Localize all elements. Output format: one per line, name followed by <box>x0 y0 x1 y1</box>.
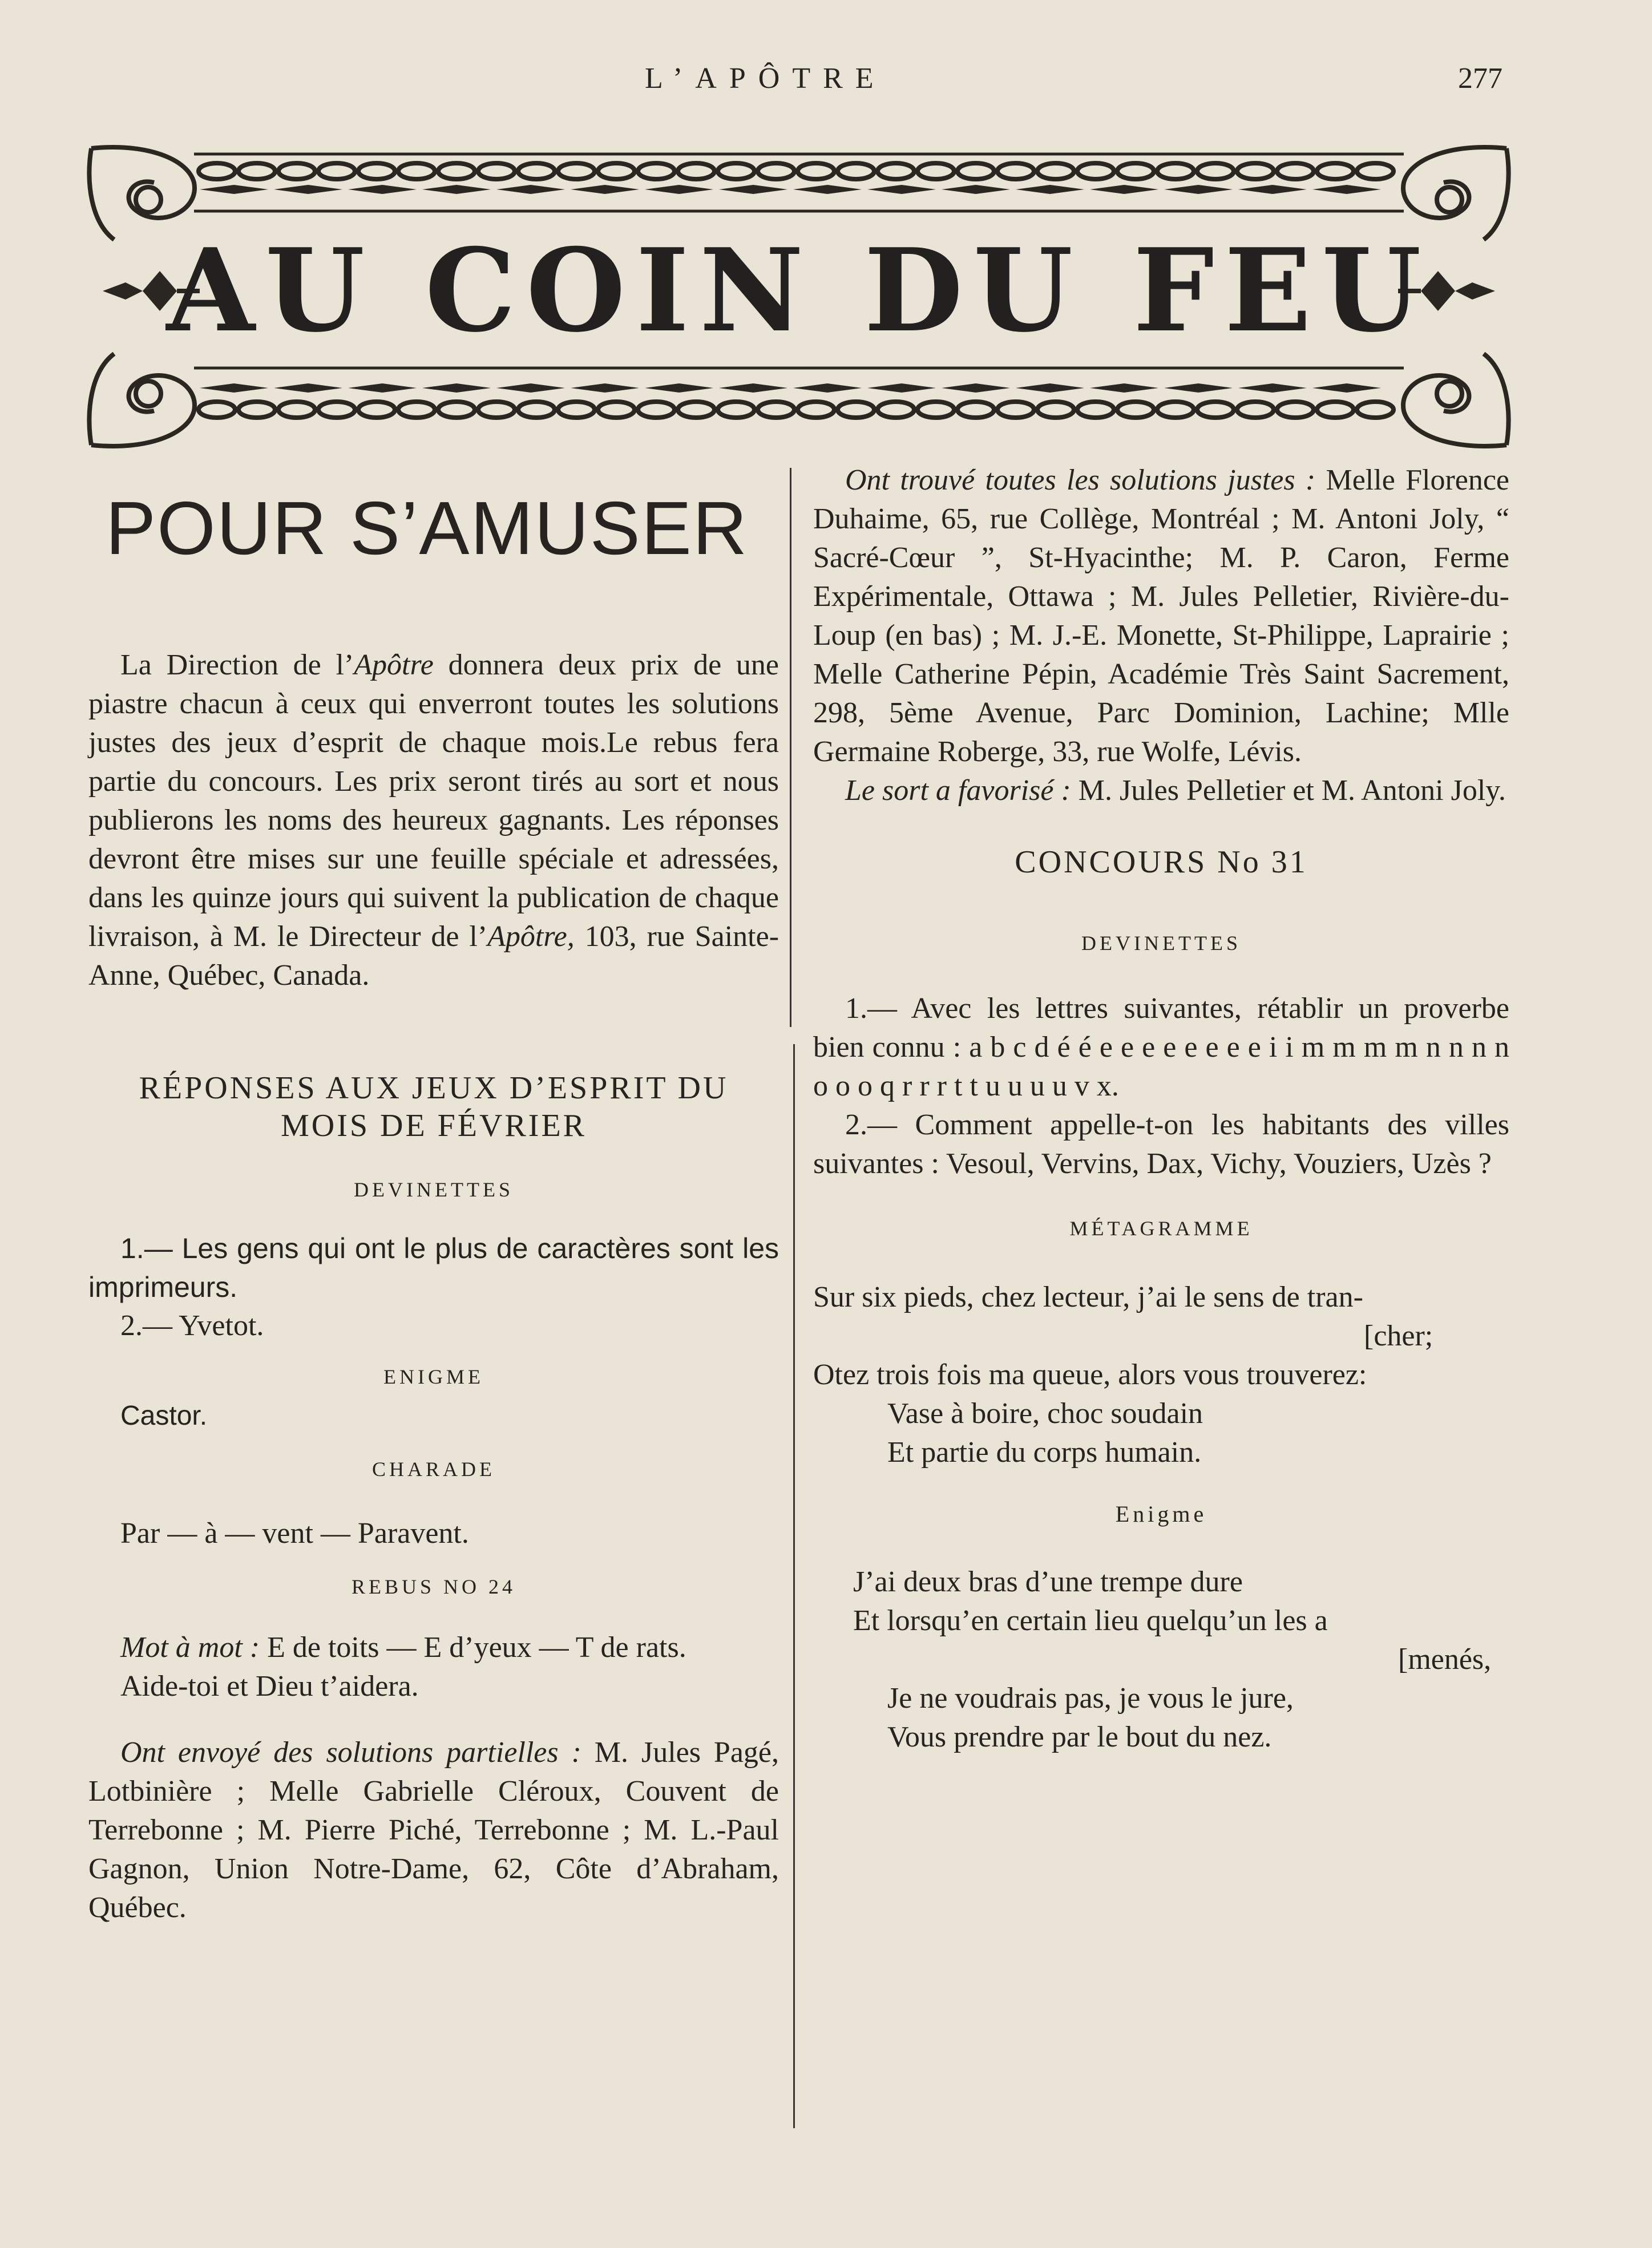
answers-heading-line1: RÉPONSES AUX JEUX D’ESPRIT DU <box>139 1070 729 1106</box>
correct-solutions <box>813 461 1509 771</box>
column-rule-upper <box>790 468 791 1027</box>
partial-names: M. Jules Pagé, Lotbinière ; Melle Gabrielle Cléroux, Couvent de Terrebonne ; M. Pierre Piché, Terrebonne ; M. L.-Paul Gagnon, Union Notre-Dame, 62, Côte d’Abraham, Québec. <box>88 1736 779 1924</box>
enigme-label: ENIGME <box>383 1365 484 1388</box>
section-title: POUR S’AMUSER <box>106 486 749 570</box>
intro-text-a: La Direction de l’ <box>120 649 354 681</box>
rebus-mot-a-mot <box>88 1628 779 1667</box>
rebus-label: REBUS NO 24 <box>351 1575 516 1598</box>
enig-line-4: Vous prendre par le bout du nez. <box>887 1721 1272 1753</box>
enig-line-2: Et lorsqu’en certain lieu quelqu’un les a <box>853 1604 1328 1637</box>
correct-label: Ont trouvé toutes les solutions justes : <box>845 464 1316 496</box>
intro-text-c: 103, rue Sainte-Anne, Québec, Canada. <box>88 920 779 992</box>
question-devinette-2: 2.— Comment appelle-t-on les habitants des villes suivantes : Vesoul, Vervins, Dax, Vichy, Vouziers, Uzès ? <box>813 1109 1509 1180</box>
page-number: 277 <box>1458 62 1502 95</box>
intro-italic-b: Apôtre, <box>487 920 575 953</box>
running-head <box>0 62 1652 107</box>
banner-title: AU COIN DU FEU <box>166 224 1432 358</box>
devinettes-label-right: DEVINETTES <box>1081 932 1241 955</box>
rebus-mot-label: Mot à mot : <box>120 1631 260 1664</box>
metagramme-verse <box>813 1278 1509 1472</box>
meta-line-2: Otez trois fois ma queue, alors vous trouverez: <box>813 1358 1367 1391</box>
left-column <box>88 486 779 1927</box>
metagramme-label: MÉTAGRAMME <box>1069 1217 1253 1240</box>
meta-line-3: Vase à boire, choc soudain <box>887 1397 1203 1430</box>
enig-line-1: J’ai deux bras d’une trempe dure <box>853 1566 1243 1598</box>
devinettes-label: DEVINETTES <box>354 1178 514 1201</box>
banner <box>80 137 1518 456</box>
concours-heading: CONCOURS No 31 <box>1015 844 1308 880</box>
running-title: L’APÔTRE <box>645 62 886 95</box>
enig-line-2b: [menés, <box>1398 1643 1492 1676</box>
right-column <box>813 461 1509 1757</box>
meta-line-1b: [cher; <box>1364 1320 1433 1352</box>
column-rule-lower <box>793 1044 795 2128</box>
enigme-verse <box>813 1563 1509 1757</box>
partial-label: Ont envoyé des solutions partielles : <box>120 1736 581 1769</box>
charade-answer: Par — à — vent — Paravent. <box>120 1517 469 1550</box>
enigme-answer: Castor. <box>120 1401 208 1431</box>
winners <box>813 771 1509 810</box>
enig-line-3: Je ne voudrais pas, je vous le jure, <box>887 1682 1294 1715</box>
charade-label: CHARADE <box>371 1458 495 1481</box>
intro-paragraph <box>88 646 779 995</box>
answer-devinette-2: 2.— Yvetot. <box>120 1309 264 1342</box>
answer-devinette-1: 1.— Les gens qui ont le plus de caractères sont les imprimeurs. <box>88 1232 779 1303</box>
correct-names: Melle Florence Duhaime, 65, rue Collège, Montréal ; M. Antoni Joly, “ Sacré-Cœur ”, St-Hyacinthe; M. P. Caron, Ferme Expérimentale, Ottawa ; M. Jules Pelletier, Rivière-du-Loup (en bas) ; M. J.-E. Monette, St-Philippe, Laprairie ; Melle Catherine Pépin, Académie Très Saint Sacrement, 298, 5ème Avenue, Parc Dominion, Lachine; Mlle Germaine Roberge, 33, rue Wolfe, Lévis. <box>813 464 1509 768</box>
intro-text-b: donnera deux prix de une piastre chacun à ceux qui enverront toutes les solutions justes des jeux d’esprit de chaque mois.Le rebus fera partie du concours. Les prix seront tirés au sort et nous publierons les noms des heureux gagnants. Les réponses devront être mises sur une feuille spéciale et adressées, dans les quinze jours qui suivent la publication de chaque livraison, à M. le Directeur de l’ <box>88 649 779 953</box>
meta-line-4: Et partie du corps humain. <box>887 1436 1202 1469</box>
winners-names: M. Jules Pelletier et M. Antoni Joly. <box>1071 774 1506 807</box>
rebus-answer: Aide-toi et Dieu t’aidera. <box>120 1670 419 1703</box>
winners-label: Le sort a favorisé : <box>845 774 1071 807</box>
answers-heading-line2: MOIS DE FÉVRIER <box>280 1108 587 1143</box>
answers-heading <box>88 1069 779 1145</box>
enigme-label-right: Enigme <box>1115 1501 1207 1527</box>
partial-solutions <box>88 1733 779 1927</box>
meta-line-1: Sur six pieds, chez lecteur, j’ai le sens de tran- <box>813 1281 1363 1313</box>
intro-italic-a: Apôtre <box>354 649 434 681</box>
question-devinette-1: 1.— Avec les lettres suivantes, rétablir un proverbe bien connu : a b c d é é e e e e e e e e i i m m m m n n n n o o o q r r r t t u u u u v x. <box>813 992 1509 1102</box>
rebus-mot-text: E de toits — E d’yeux — T de rats. <box>260 1631 686 1664</box>
